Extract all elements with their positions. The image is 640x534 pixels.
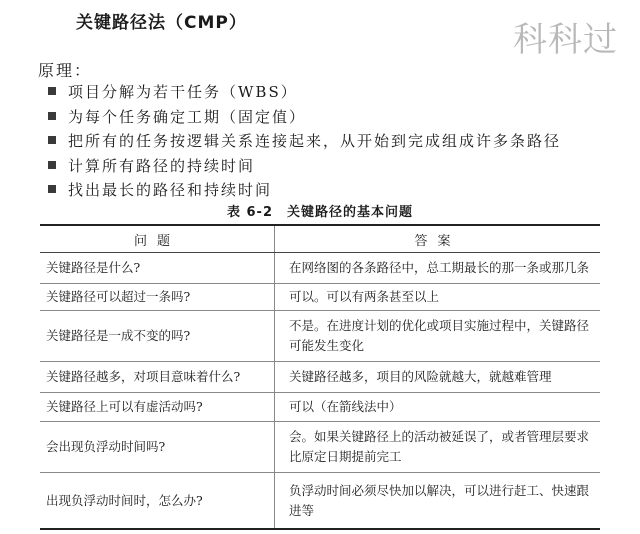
list-item-text: 为每个任务确定工期（固定值）: [68, 107, 307, 126]
document-title: 关键路径法（CMP）: [76, 13, 247, 33]
table-row: [40, 311, 600, 362]
table-row: [40, 422, 600, 473]
question-cell: 关键路径上可以有虚活动吗?: [40, 393, 275, 422]
answer-cell: 会。如果关键路径上的活动被延误了，或者管理层要求比原定日期提前完工: [275, 422, 601, 473]
list-item-text: 计算所有路径的持续时间: [68, 156, 256, 175]
answer-cell: 可以（在箭线法中）: [275, 393, 601, 422]
principle-label: 原理：: [38, 61, 93, 80]
principle-list: [48, 80, 561, 203]
answer-cell: 在网络图的各条路径中，总工期最长的那一条或那几条: [275, 253, 601, 284]
question-cell: 会出现负浮动时间吗?: [40, 422, 275, 473]
list-item: [48, 105, 561, 130]
list-item: [48, 80, 561, 105]
question-cell: 关键路径是什么?: [40, 253, 275, 284]
critical-path-table: [40, 224, 600, 530]
square-bullet-icon: [48, 136, 56, 144]
list-item-text: 找出最长的路径和持续时间: [68, 181, 273, 199]
list-item: [48, 178, 561, 203]
table-row: [40, 473, 600, 530]
question-cell: 关键路径是一成不变的吗?: [40, 311, 275, 362]
table-row: [40, 253, 600, 284]
question-cell: 出现负浮动时间时，怎么办?: [40, 473, 275, 530]
list-item: [48, 129, 561, 154]
answer-cell: 不是。在进度计划的优化或项目实施过程中，关键路径可能发生变化: [275, 311, 601, 362]
table-row: [40, 284, 600, 311]
table-header-row: [40, 225, 600, 253]
question-cell: 关键路径越多，对项目意味着什么?: [40, 362, 275, 393]
square-bullet-icon: [48, 87, 56, 95]
table-caption: 表 6-2 关键路径的基本问题: [226, 205, 413, 220]
column-header-question: 问题: [40, 225, 275, 253]
watermark: 科科过: [513, 20, 618, 60]
answer-cell: 负浮动时间必须尽快加以解决，可以进行赶工、快速跟进等: [275, 473, 601, 530]
list-item: [48, 154, 561, 179]
table-row: [40, 393, 600, 422]
answer-cell: 关键路径越多，项目的风险就越大，就越难管理: [275, 362, 601, 393]
list-item-text: 把所有的任务按逻辑关系连接起来，从开始到完成组成许多条路径: [68, 132, 562, 150]
square-bullet-icon: [48, 112, 56, 120]
table-row: [40, 362, 600, 393]
question-cell: 关键路径可以超过一条吗?: [40, 284, 275, 311]
square-bullet-icon: [48, 185, 56, 193]
column-header-answer: 答案: [275, 225, 601, 253]
square-bullet-icon: [48, 161, 56, 169]
answer-cell: 可以。可以有两条甚至以上: [275, 284, 601, 311]
list-item-text: 项目分解为若干任务（WBS）: [68, 83, 298, 101]
